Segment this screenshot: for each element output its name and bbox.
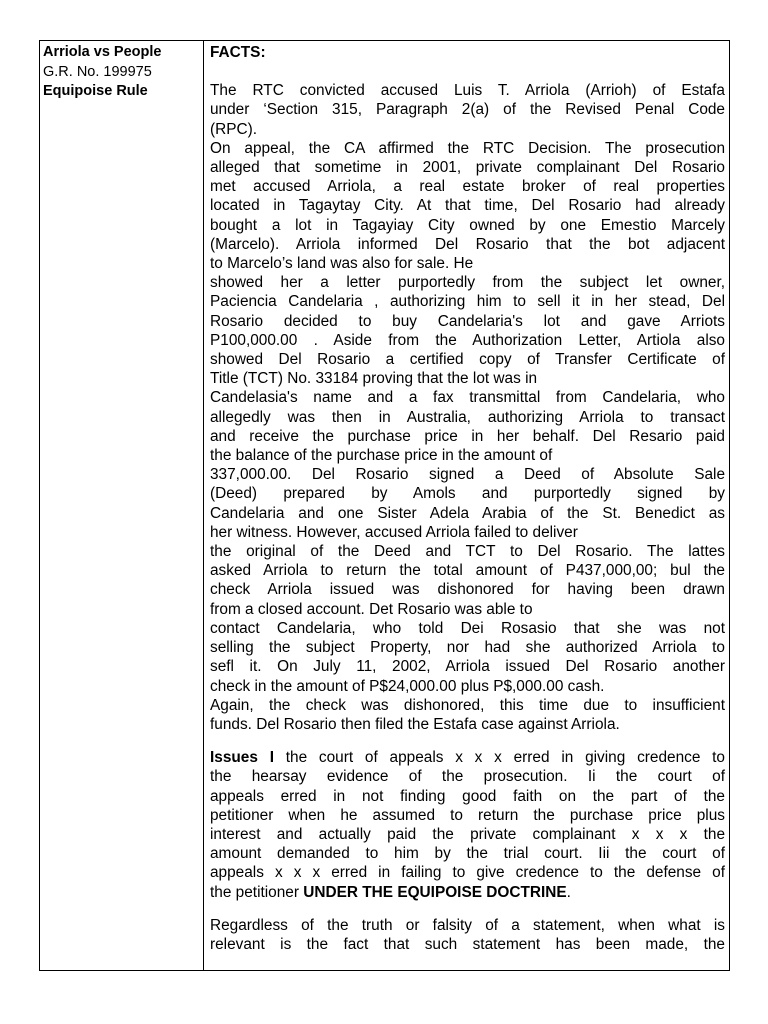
case-topic: Equipoise Rule — [43, 83, 148, 99]
ruling-line: relevant is the fact that such statement has been made, the — [210, 935, 725, 953]
facts-line: (Marcelo). Arriola informed Del Rosario that the bot adjacent — [210, 235, 725, 253]
facts-line: and receive the purchase price in her behalf. Del Resario paid — [210, 427, 725, 445]
facts-line: asked Arriola to return the total amount of P437,000,00; bul the — [210, 562, 725, 580]
equipoise-doctrine-text: UNDER THE EQUIPOISE DOCTRINE — [303, 883, 567, 901]
facts-line: sefl it. On July 11, 2002, Arriola issued Del Rosario another — [210, 658, 725, 676]
facts-line: the original of the Deed and TCT to Del Rosario. The lattes — [210, 543, 725, 561]
facts-line: allegedly was then in Australia, authorizing Arriola to transact — [210, 408, 725, 426]
facts-line: the balance of the purchase price in the amount of — [210, 447, 553, 465]
facts-line: showed her a letter purportedly from the subject let owner, — [210, 274, 725, 292]
facts-line: On appeal, the CA affirmed the RTC Decision. The prosecution — [210, 139, 725, 157]
case-info-column — [40, 41, 204, 970]
facts-line: met accused Arriola, a real estate broker of real properties — [210, 178, 725, 196]
facts-line: The RTC convicted accused Luis T. Arriola (Arrioh) of Estafa — [210, 82, 725, 100]
facts-line: her witness. However, accused Arriola failed to deliver — [210, 523, 578, 541]
facts-line: selling the subject Property, nor had she authorized Arriola to — [210, 639, 725, 657]
issues-first-line: Issues I the court of appeals x x x erred in giving credence to — [210, 749, 725, 767]
facts-line: contact Candelaria, who told Dei Rosasio that she was not — [210, 619, 725, 637]
facts-heading: FACTS: — [210, 44, 266, 61]
digest-table — [39, 40, 730, 971]
facts-line: to Marcelo’s land was also for sale. He — [210, 255, 474, 273]
case-title: Arriola vs People — [43, 44, 162, 60]
issues-line: appeals erred in not finding good faith on the part of the — [210, 787, 725, 805]
facts-line: Candelaria and one Sister Adela Arabia of the St. Benedict as — [210, 504, 725, 522]
facts-line: 337,000.00. Del Rosario signed a Deed of Absolute Sale — [210, 466, 725, 484]
issues-label: Issues I — [210, 749, 274, 767]
facts-line: Candelasia's name and a fax transmittal from Candelaria, who — [210, 389, 725, 407]
facts-line: check in the amount of P$24,000.00 plus P$,000.00 cash. — [210, 677, 605, 695]
issues-line: the hearsay evidence of the prosecution. Ii the court of — [210, 768, 725, 786]
facts-line: under ‘Section 315, Paragraph 2(a) of the Revised Penal Code — [210, 101, 725, 119]
facts-line: from a closed account. Det Rosario was able to — [210, 600, 533, 618]
facts-line: showed Del Rosario a certified copy of Transfer Certificate of — [210, 351, 725, 369]
facts-line: located in Tagaytay City. At that time, Del Rosario had already — [210, 197, 725, 215]
facts-line: P100,000.00 . Aside from the Authorization Letter, Artiola also — [210, 331, 725, 349]
facts-line: (Deed) prepared by Amols and purportedly signed by — [210, 485, 725, 503]
facts-line: Rosario decided to buy Candelaria's lot and gave Arriots — [210, 312, 725, 330]
facts-line: funds. Del Rosario then filed the Estafa case against Arriola. — [210, 715, 620, 733]
ruling-line: Regardless of the truth or falsity of a statement, when what is — [210, 916, 725, 934]
ruling-section — [210, 916, 725, 954]
facts-line: Paciencia Candelaria , authorizing him to sell it in her stead, Del — [210, 293, 725, 311]
facts-line: Title (TCT) No. 33184 proving that the lot was in — [210, 370, 538, 388]
facts-line: alleged that sometime in 2001, private complainant Del Rosario — [210, 159, 725, 177]
facts-section — [210, 81, 725, 734]
issues-line: appeals x x x erred in failing to give credence to the defense of — [210, 864, 725, 882]
issues-line: interest and actually paid the private complainant x x x the — [210, 825, 725, 843]
facts-line: Again, the check was dishonored, this time due to insufficient — [210, 696, 725, 714]
facts-line: check Arriola issued was dishonored for having been drawn — [210, 581, 725, 599]
facts-line: (RPC). — [210, 120, 258, 138]
issues-line: petitioner when he assumed to return the purchase price plus — [210, 806, 725, 824]
digest-body-column — [204, 41, 729, 970]
facts-line: bought a lot in Tagayiay City owned by one Emestio Marcely — [210, 216, 725, 234]
issues-last-line: the petitioner UNDER THE EQUIPOISE DOCTRINE. — [210, 883, 571, 901]
issues-line: amount demanded to him by the trial court. Iii the court of — [210, 845, 725, 863]
issues-section — [210, 748, 725, 902]
gr-number: G.R. No. 199975 — [43, 63, 152, 80]
